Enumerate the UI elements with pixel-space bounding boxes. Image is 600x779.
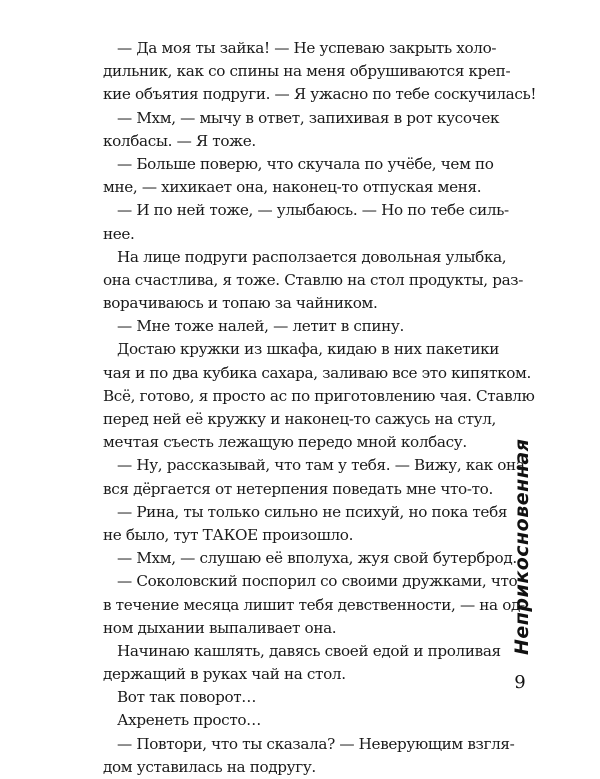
text-line: чая и по два кубика сахара, заливаю все это кипятком. <box>103 363 531 382</box>
text-line: — Рина, ты только сильно не психуй, но пока тебя <box>117 502 508 521</box>
text-line: Вот так поворот… <box>117 688 257 707</box>
text-line: — Ну, рассказывай, что там у тебя. — Вижу, как она <box>117 456 525 475</box>
text-line: дом уставилась на подругу. <box>103 757 316 776</box>
text-line: Начинаю кашлять, давясь своей едой и проливая <box>117 641 501 660</box>
text-line: — Мне тоже налей, — летит в спину. <box>117 317 404 336</box>
text-line: — Больше поверю, что скучала по учёбе, чем по <box>117 154 494 173</box>
text-line: Ахренеть просто… <box>117 711 262 730</box>
text-line: кие объятия подруги. — Я ужасно по тебе соскучилась! <box>103 85 537 104</box>
text-line: ворачиваюсь и топаю за чайником. <box>103 294 378 313</box>
text-line: На лице подруги расползается довольная улыбка, <box>117 247 507 266</box>
text-line: — Мхм, — слушаю её вполуха, жуя свой бутерброд. <box>117 549 517 568</box>
text-line: держащий в руках чай на стол. <box>103 665 346 684</box>
text-line: мне, — хихикает она, наконец-то отпуская меня. <box>103 178 482 197</box>
text-line: Достаю кружки из шкафа, кидаю в них пакетики <box>117 340 500 359</box>
text-line: — Соколовский поспорил со своими дружками, что <box>117 572 518 591</box>
text-line: дильник, как со спины на меня обрушиваются креп- <box>103 62 511 81</box>
text-line: она счастлива, я тоже. Ставлю на стол продукты, раз- <box>103 270 524 289</box>
text-line: — Мхм, — мычу в ответ, запихивая в рот кусочек <box>117 108 500 127</box>
text-line: — И по ней тоже, — улыбаюсь. — Но по тебе силь- <box>117 201 509 220</box>
text-line: в течение месяца лишит тебя девственности, — на од- <box>103 595 525 614</box>
text-line: вся дёргается от нетерпения поведать мне что-то. <box>103 479 493 498</box>
book-title-vertical: Неприкосновенная <box>511 438 533 655</box>
text-line: ном дыхании выпаливает она. <box>103 618 337 637</box>
text-line: мечтая съесть лежащую передо мной колбасу. <box>103 433 467 452</box>
text-line: нее. <box>103 224 135 243</box>
text-line: перед ней её кружку и наконец-то сажусь на стул, <box>103 410 496 428</box>
text-line: — Да моя ты зайка! — Не успеваю закрыть холо- <box>117 39 497 57</box>
text-line: не было, тут ТАКОЕ произошло. <box>103 525 354 544</box>
page-number: 9 <box>514 672 526 693</box>
text-line: — Повтори, что ты сказала? — Неверующим взгля- <box>117 734 515 753</box>
text-line: колбасы. — Я тоже. <box>103 131 256 150</box>
text-line: Всё, готово, я просто ас по приготовлению чая. Ставлю <box>103 386 535 405</box>
